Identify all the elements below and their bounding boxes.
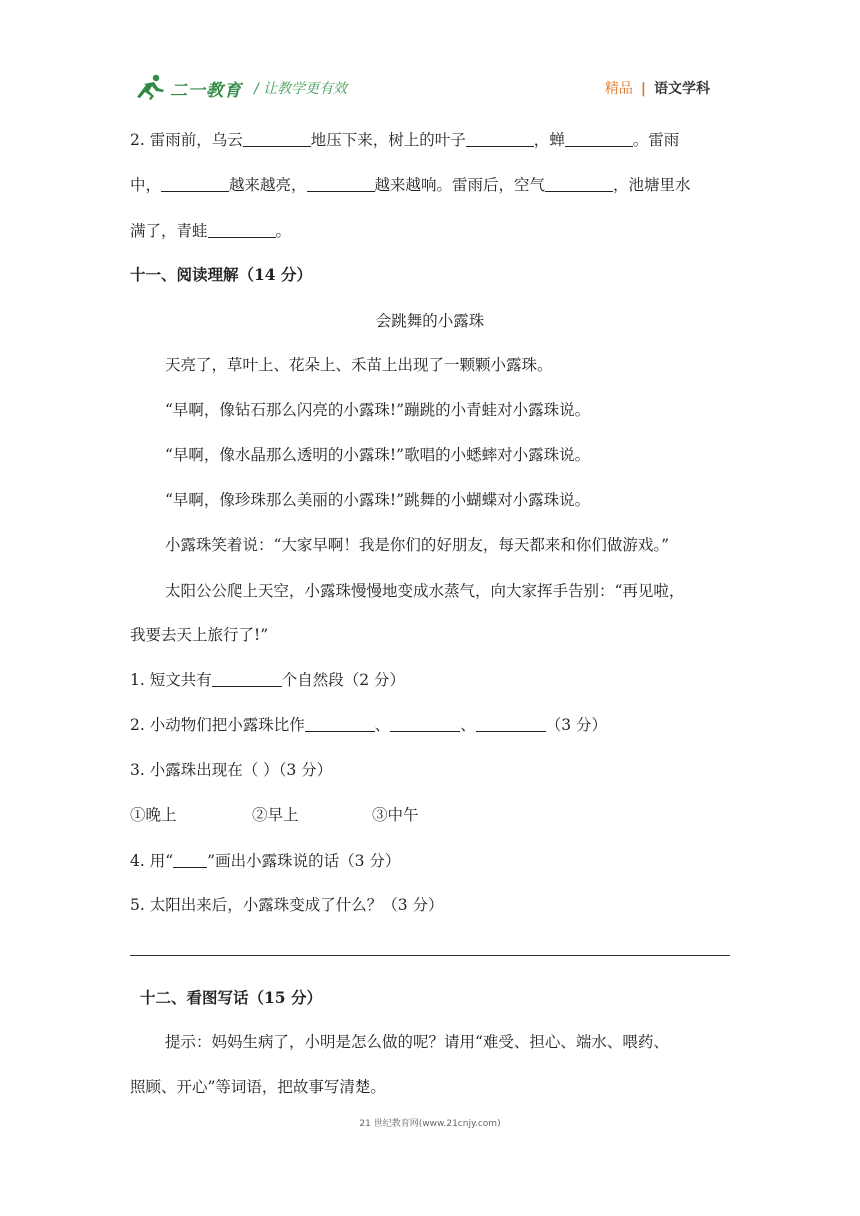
passage-paragraph-3: “早啊，像水晶那么透明的小露珠!”歌唱的小蟋蟀对小露珠说。	[165, 446, 591, 464]
q2-text: 中，	[130, 176, 162, 194]
page-header	[136, 74, 730, 106]
premium-label: 精品	[604, 81, 633, 97]
option-1[interactable]: ①晚上	[130, 806, 177, 824]
underline-sample	[173, 852, 207, 869]
runner-logo-icon	[136, 74, 166, 102]
subject-tag	[605, 78, 710, 98]
divider	[130, 955, 730, 956]
passage-paragraph-6-cont: 我要去天上旅行了!”	[130, 626, 269, 644]
q2-text: 满了，青蛙	[130, 222, 208, 240]
q2-line-2	[130, 173, 691, 195]
answer-blank[interactable]	[305, 716, 375, 733]
q2-line-1	[130, 128, 679, 150]
answer-blank[interactable]	[208, 222, 276, 239]
question-text: （3 分）	[545, 716, 608, 734]
writing-prompt-line-1: 提示：妈妈生病了，小明是怎么做的呢？请用“难受、担心、端水、喂药、	[165, 1033, 669, 1051]
page-footer: 21 世纪教育网(www.21cnjy.com)	[359, 1119, 501, 1129]
question-text: ”画出小露珠说的话（3 分）	[207, 852, 401, 870]
question-text: 、	[460, 716, 476, 734]
logo	[136, 74, 242, 102]
answer-blank[interactable]	[545, 176, 613, 193]
passage-paragraph-5: 小露珠笑着说：“大家早啊！我是你们的好朋友，每天都来和你们做游戏。”	[165, 536, 670, 554]
q2-line-3	[130, 219, 291, 241]
passage-paragraph-6: 太阳公公爬上天空，小露珠慢慢地变成水蒸气，向大家挥手告别：“再见啦，	[165, 582, 685, 600]
question-text: 、	[374, 716, 391, 734]
q2-text: 地压下来，树上的叶子	[310, 131, 466, 149]
q2-text: 越来越响。雷雨后，空气	[374, 176, 546, 194]
section-11-heading: 十一、阅读理解（14 分）	[130, 265, 312, 284]
writing-prompt-line-2: 照顾、开心”等词语，把故事写清楚。	[130, 1078, 386, 1096]
question-text: 2. 小动物们把小露珠比作	[130, 716, 305, 734]
question-text: 1. 短文共有	[130, 671, 212, 689]
answer-blank[interactable]	[243, 131, 311, 148]
q2-text: 2. 雷雨前，乌云	[130, 131, 243, 149]
answer-blank[interactable]	[307, 176, 375, 193]
question-text: 个自然段（2 分）	[281, 671, 406, 689]
q2-text: 。雷雨	[632, 131, 680, 149]
passage-paragraph-2: “早啊，像钻石那么闪亮的小露珠!”蹦跳的小青蛙对小露珠说。	[165, 401, 591, 419]
passage-title: 会跳舞的小露珠	[375, 312, 485, 330]
question-2	[130, 713, 607, 735]
q2-text: 越来越亮，	[229, 176, 307, 194]
question-text: 4. 用“	[130, 852, 174, 870]
q2-text: ，池塘里水	[613, 176, 691, 194]
question-5: 5. 太阳出来后，小露珠变成了什么？（3 分）	[130, 896, 444, 914]
slogan: / 让教学更有效	[254, 81, 348, 97]
q2-text: ，蝉	[533, 131, 565, 149]
option-3[interactable]: ③中午	[372, 806, 419, 824]
q2-text: 。	[275, 222, 292, 240]
question-1	[130, 668, 405, 690]
logo-text: 二一教育	[170, 80, 242, 101]
passage-paragraph-4: “早啊，像珍珠那么美丽的小露珠!”跳舞的小蝴蝶对小露珠说。	[165, 491, 591, 509]
answer-blank[interactable]	[161, 176, 229, 193]
subject-label: 语文学科	[654, 81, 710, 97]
answer-blank[interactable]	[390, 716, 460, 733]
answer-blank[interactable]	[212, 671, 282, 688]
question-3: 3. 小露珠出现在（ ）（3 分）	[130, 761, 333, 779]
passage-paragraph-1: 天亮了，草叶上、花朵上、禾苗上出现了一颗颗小露珠。	[165, 356, 553, 374]
question-4	[130, 849, 400, 871]
answer-blank[interactable]	[565, 131, 633, 148]
answer-blank[interactable]	[466, 131, 534, 148]
option-2[interactable]: ②早上	[252, 806, 299, 824]
section-12-heading: 十二、看图写话（15 分）	[140, 988, 322, 1007]
answer-blank[interactable]	[476, 716, 546, 733]
tag-separator: |	[640, 81, 646, 97]
